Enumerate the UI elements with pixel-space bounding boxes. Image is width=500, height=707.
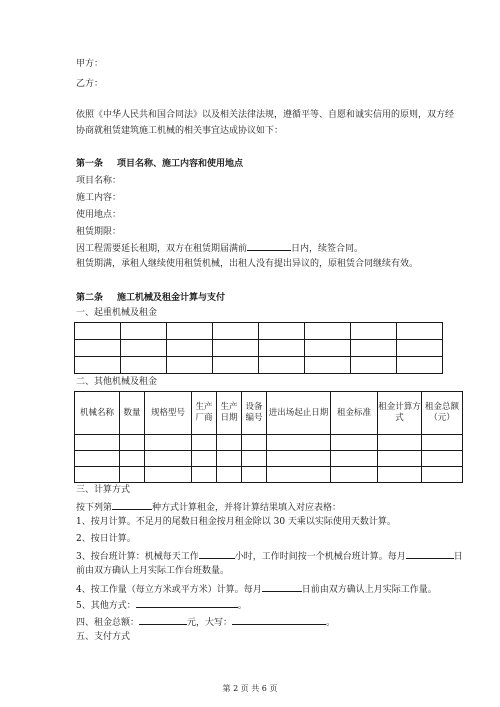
section-5-heading: 五、支付方式 xyxy=(76,632,131,642)
table-cell[interactable] xyxy=(397,323,443,340)
table-cell[interactable] xyxy=(213,357,259,374)
table-cell[interactable] xyxy=(267,451,331,467)
table-cell[interactable] xyxy=(145,451,192,467)
table-cell[interactable] xyxy=(217,467,242,483)
table-cell[interactable] xyxy=(242,467,267,483)
table-cell[interactable] xyxy=(331,467,378,483)
table-cell[interactable] xyxy=(267,435,331,451)
rent-total-words-blank[interactable] xyxy=(232,615,326,625)
table-cell[interactable] xyxy=(242,435,267,451)
party-b-label: 乙方： xyxy=(76,79,104,89)
article-1-title: 项目名称、施工内容和使用地点 xyxy=(117,159,244,169)
extension-days-blank[interactable] xyxy=(247,241,291,251)
article-1-number: 第一条 xyxy=(76,159,104,169)
table-cell[interactable] xyxy=(305,340,351,357)
party-a-label: 甲方： xyxy=(76,59,104,69)
header-quantity: 数量 xyxy=(120,392,145,435)
table-cell[interactable] xyxy=(397,340,443,357)
table-cell[interactable] xyxy=(167,357,213,374)
table-cell[interactable] xyxy=(192,451,217,467)
section-1-heading: 一、起重机械及租金 xyxy=(76,308,158,318)
method-3-shift: 3、按台班计算：机械每天工作 小时，工作时间按一个机械台班计算。每月 日 xyxy=(76,549,463,563)
table-cell[interactable] xyxy=(217,451,242,467)
workload-confirm-day-blank[interactable] xyxy=(262,582,302,592)
header-rent-method: 租金计算方式 xyxy=(378,392,422,435)
header-rent-total: 租金总额（元） xyxy=(422,392,463,435)
table-cell[interactable] xyxy=(75,451,120,467)
table-cell[interactable] xyxy=(259,323,305,340)
extension-clause: 因工程需要延长租期，双方在租赁期届满前 日内，续签合同。 xyxy=(76,241,363,255)
other-machinery-table xyxy=(74,391,463,483)
intro-line-2: 协商就租赁建筑施工机械的相关事宜达成协议如下： xyxy=(76,126,284,136)
section-3-heading: 三、计算方式 xyxy=(76,485,131,495)
hours-per-day-blank[interactable] xyxy=(199,549,235,559)
table-cell[interactable] xyxy=(145,467,192,483)
article-2-title: 施工机械及租金计算与支付 xyxy=(117,293,226,303)
method-number-blank[interactable] xyxy=(112,500,152,510)
table-cell[interactable] xyxy=(120,467,145,483)
table-cell[interactable] xyxy=(351,323,397,340)
table-cell[interactable] xyxy=(75,435,120,451)
table-cell[interactable] xyxy=(242,451,267,467)
other-method-blank[interactable] xyxy=(136,598,238,608)
table-cell[interactable] xyxy=(192,435,217,451)
table-cell[interactable] xyxy=(167,340,213,357)
table-cell[interactable] xyxy=(120,435,145,451)
table-cell[interactable] xyxy=(75,340,121,357)
shift-confirm-day-blank[interactable] xyxy=(406,549,454,559)
header-manufacturer: 生产厂商 xyxy=(192,392,217,435)
table-cell[interactable] xyxy=(259,340,305,357)
continuation-clause: 租赁期满，承租人继续使用租赁机械，出租人没有提出异议的，原租赁合同继续有效。 xyxy=(76,259,419,269)
table-cell[interactable] xyxy=(121,340,167,357)
table-cell[interactable] xyxy=(167,323,213,340)
table-cell[interactable] xyxy=(121,357,167,374)
rent-total-amount-blank[interactable] xyxy=(139,615,187,625)
table-cell[interactable] xyxy=(267,467,331,483)
table-cell[interactable] xyxy=(120,451,145,467)
table-cell[interactable] xyxy=(378,435,422,451)
article-1-heading xyxy=(76,158,243,170)
project-name-label: 项目名称： xyxy=(76,176,122,186)
table-cell[interactable] xyxy=(259,357,305,374)
article-2-number: 第二条 xyxy=(76,293,104,303)
page-footer: 第 2 页 共 6 页 xyxy=(222,684,278,693)
header-equipment-no: 设备编号 xyxy=(242,392,267,435)
table-cell[interactable] xyxy=(378,467,422,483)
section-2-heading: 二、其他机械及租金 xyxy=(76,377,158,387)
method-4-workload: 4、按工作量（每立方米或平方米）计算。每月 日前由双方确认上月实际工作量。 xyxy=(76,582,437,596)
method-3-shift-cont: 前由双方确认上月实际工作台班数量。 xyxy=(76,566,230,576)
method-2-daily: 2、按日计算。 xyxy=(76,534,136,544)
method-5-other: 5、其他方式： 。 xyxy=(76,598,247,612)
section-4-total-rent: 四、租金总额： 元，大写： 。 xyxy=(76,615,335,629)
table-cell[interactable] xyxy=(422,451,463,467)
table-cell[interactable] xyxy=(305,357,351,374)
table-cell[interactable] xyxy=(331,451,378,467)
construction-content-label: 施工内容： xyxy=(76,193,122,203)
table-cell[interactable] xyxy=(217,435,242,451)
header-production-date: 生产日期 xyxy=(217,392,242,435)
method-1-monthly: 1、按月计算。不足月的尾数日租金按月租金除以 30 天乘以实际使用天数计算。 xyxy=(76,517,396,527)
table-cell[interactable] xyxy=(305,323,351,340)
table-cell[interactable] xyxy=(75,467,120,483)
table-cell[interactable] xyxy=(75,357,121,374)
article-2-heading xyxy=(76,292,225,304)
table-cell[interactable] xyxy=(422,435,463,451)
header-rent-standard: 租金标准 xyxy=(331,392,378,435)
table-cell[interactable] xyxy=(378,451,422,467)
table-cell[interactable] xyxy=(213,340,259,357)
calc-method-choice: 按下列第 种方式计算租金，并将计算结果填入对应表格： xyxy=(76,500,341,514)
table-cell[interactable] xyxy=(145,435,192,451)
table-cell[interactable] xyxy=(331,435,378,451)
table-cell[interactable] xyxy=(351,357,397,374)
crane-table xyxy=(74,322,443,374)
table-cell[interactable] xyxy=(121,323,167,340)
header-machine-name: 机械名称 xyxy=(75,392,120,435)
table-cell[interactable] xyxy=(351,340,397,357)
header-model: 规格型号 xyxy=(145,392,192,435)
intro-line-1: 依照《中华人民共和国合同法》以及相关法律法规，遵循平等、自愿和诚实信用的原则，双方经 xyxy=(76,110,455,120)
table-cell[interactable] xyxy=(75,323,121,340)
usage-location-label: 使用地点： xyxy=(76,210,122,220)
table-cell[interactable] xyxy=(397,357,443,374)
table-cell[interactable] xyxy=(422,467,463,483)
lease-term-label: 租赁期限： xyxy=(76,227,122,237)
table-cell[interactable] xyxy=(213,323,259,340)
header-entry-exit-dates: 进出场起止日期 xyxy=(267,392,331,435)
table-cell[interactable] xyxy=(192,467,217,483)
